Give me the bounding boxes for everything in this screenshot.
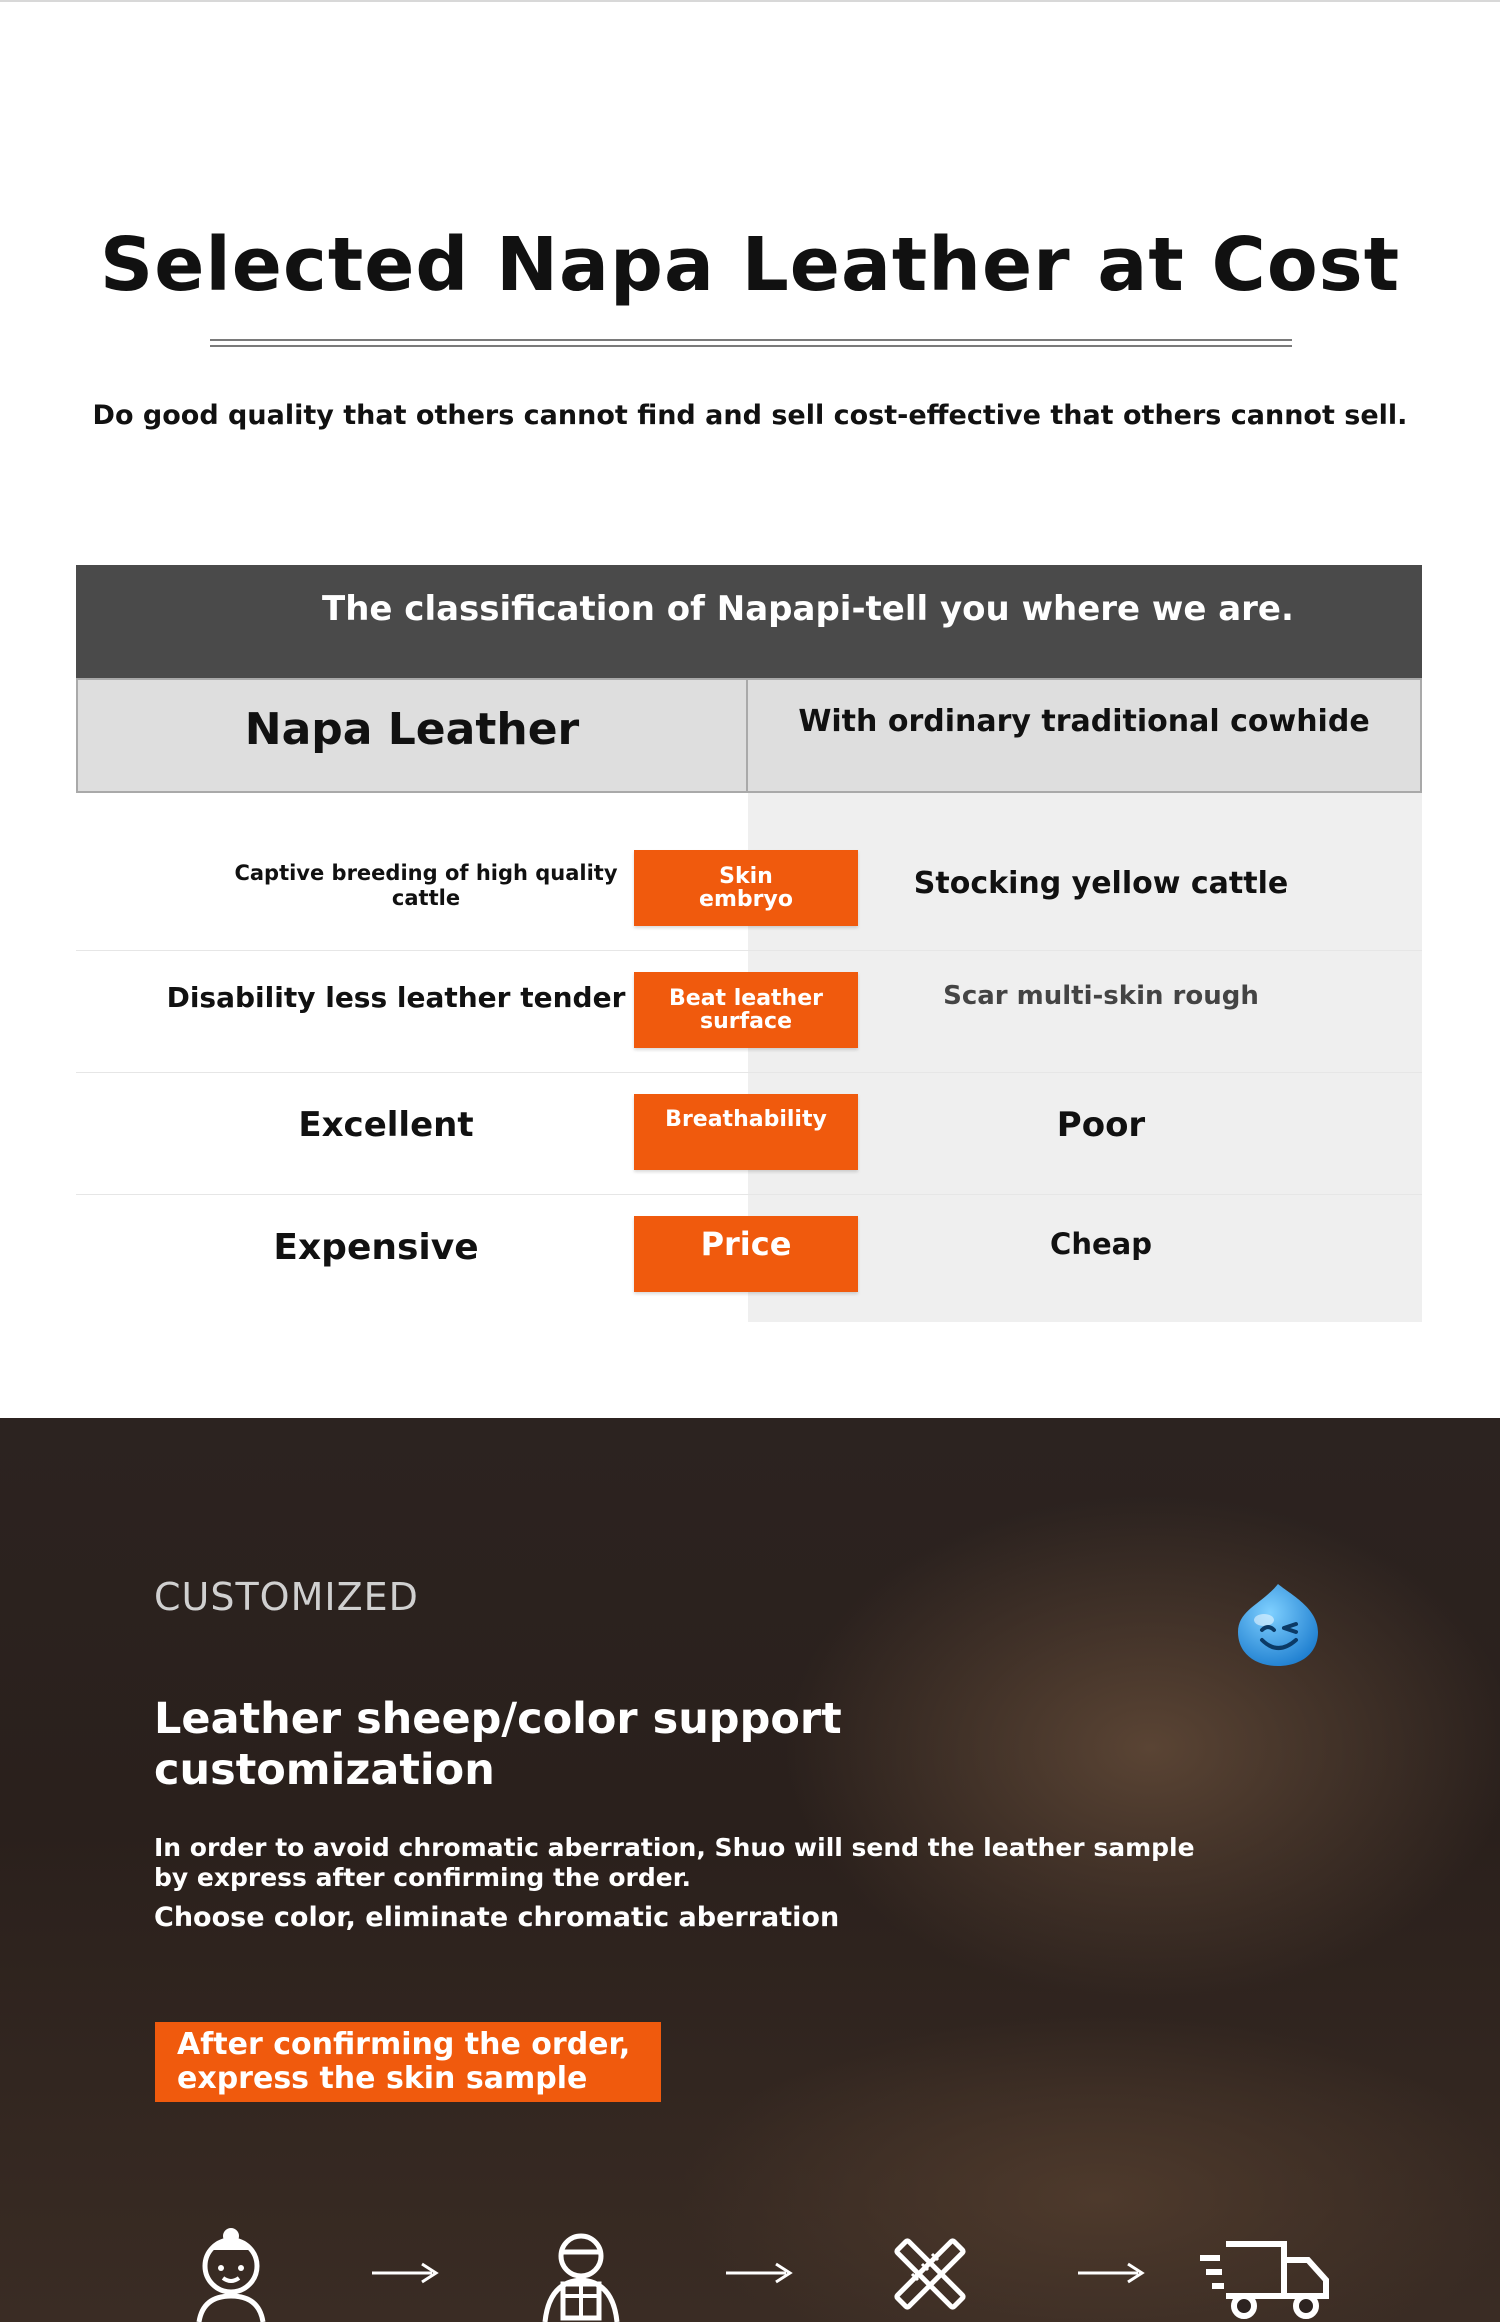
section-kicker: CUSTOMIZED bbox=[154, 1575, 419, 1619]
row-2-left: Disability less leather tender bbox=[166, 981, 626, 1014]
row-4-left: Expensive bbox=[273, 1227, 479, 1268]
top-divider bbox=[0, 0, 1500, 2]
row-4-right: Cheap bbox=[1050, 1227, 1152, 1261]
row-3-right: Poor bbox=[1056, 1105, 1146, 1145]
cowhide-heading: With ordinary traditional cowhide bbox=[746, 678, 1422, 793]
row-1-right: Stocking yellow cattle bbox=[913, 866, 1289, 901]
row-3-badge: Breathability bbox=[634, 1094, 858, 1170]
row-2-badge: Beat leather surface bbox=[634, 972, 858, 1048]
sample-cta-banner: After confirming the order, express the skin sample bbox=[155, 2022, 661, 2102]
page-title: Selected Napa Leather at Cost bbox=[99, 222, 1401, 308]
page-subtitle: Do good quality that others cannot find and sell cost-effective that others cannot sell. bbox=[92, 400, 1408, 431]
packer-icon bbox=[533, 2226, 629, 2322]
arrow-right-icon bbox=[370, 2260, 440, 2286]
mascot-icon bbox=[1232, 1578, 1324, 1670]
row-3-left: Excellent bbox=[298, 1105, 474, 1145]
row-1-badge: Skin embryo bbox=[634, 850, 858, 926]
customization-description: In order to avoid chromatic aberration, Shuo will send the leather sample by express after confirming the order. bbox=[154, 1833, 1195, 1892]
row-divider bbox=[76, 950, 1422, 951]
arrow-right-icon bbox=[724, 2260, 794, 2286]
napa-leather-heading: Napa Leather bbox=[76, 678, 748, 793]
row-divider bbox=[76, 1194, 1422, 1195]
row-2-right: Scar multi-skin rough bbox=[943, 981, 1259, 1011]
title-underline bbox=[210, 339, 1292, 347]
row-1-left: Captive breeding of high quality cattle bbox=[234, 861, 618, 911]
arrow-right-icon bbox=[1076, 2260, 1146, 2286]
row-4-badge: Price bbox=[634, 1216, 858, 1292]
table-header: The classification of Napapi-tell you where we are. bbox=[76, 565, 1422, 678]
comparison-table bbox=[76, 565, 1422, 1322]
customization-section bbox=[0, 1418, 1500, 2322]
customization-tagline: Choose color, eliminate chromatic aberration bbox=[154, 1902, 840, 1933]
customization-title: Leather sheep/color support customization bbox=[154, 1694, 842, 1795]
delivery-truck-icon bbox=[1196, 2226, 1332, 2322]
customer-service-icon bbox=[183, 2226, 279, 2322]
tools-icon bbox=[882, 2226, 978, 2322]
row-divider bbox=[76, 1072, 1422, 1073]
